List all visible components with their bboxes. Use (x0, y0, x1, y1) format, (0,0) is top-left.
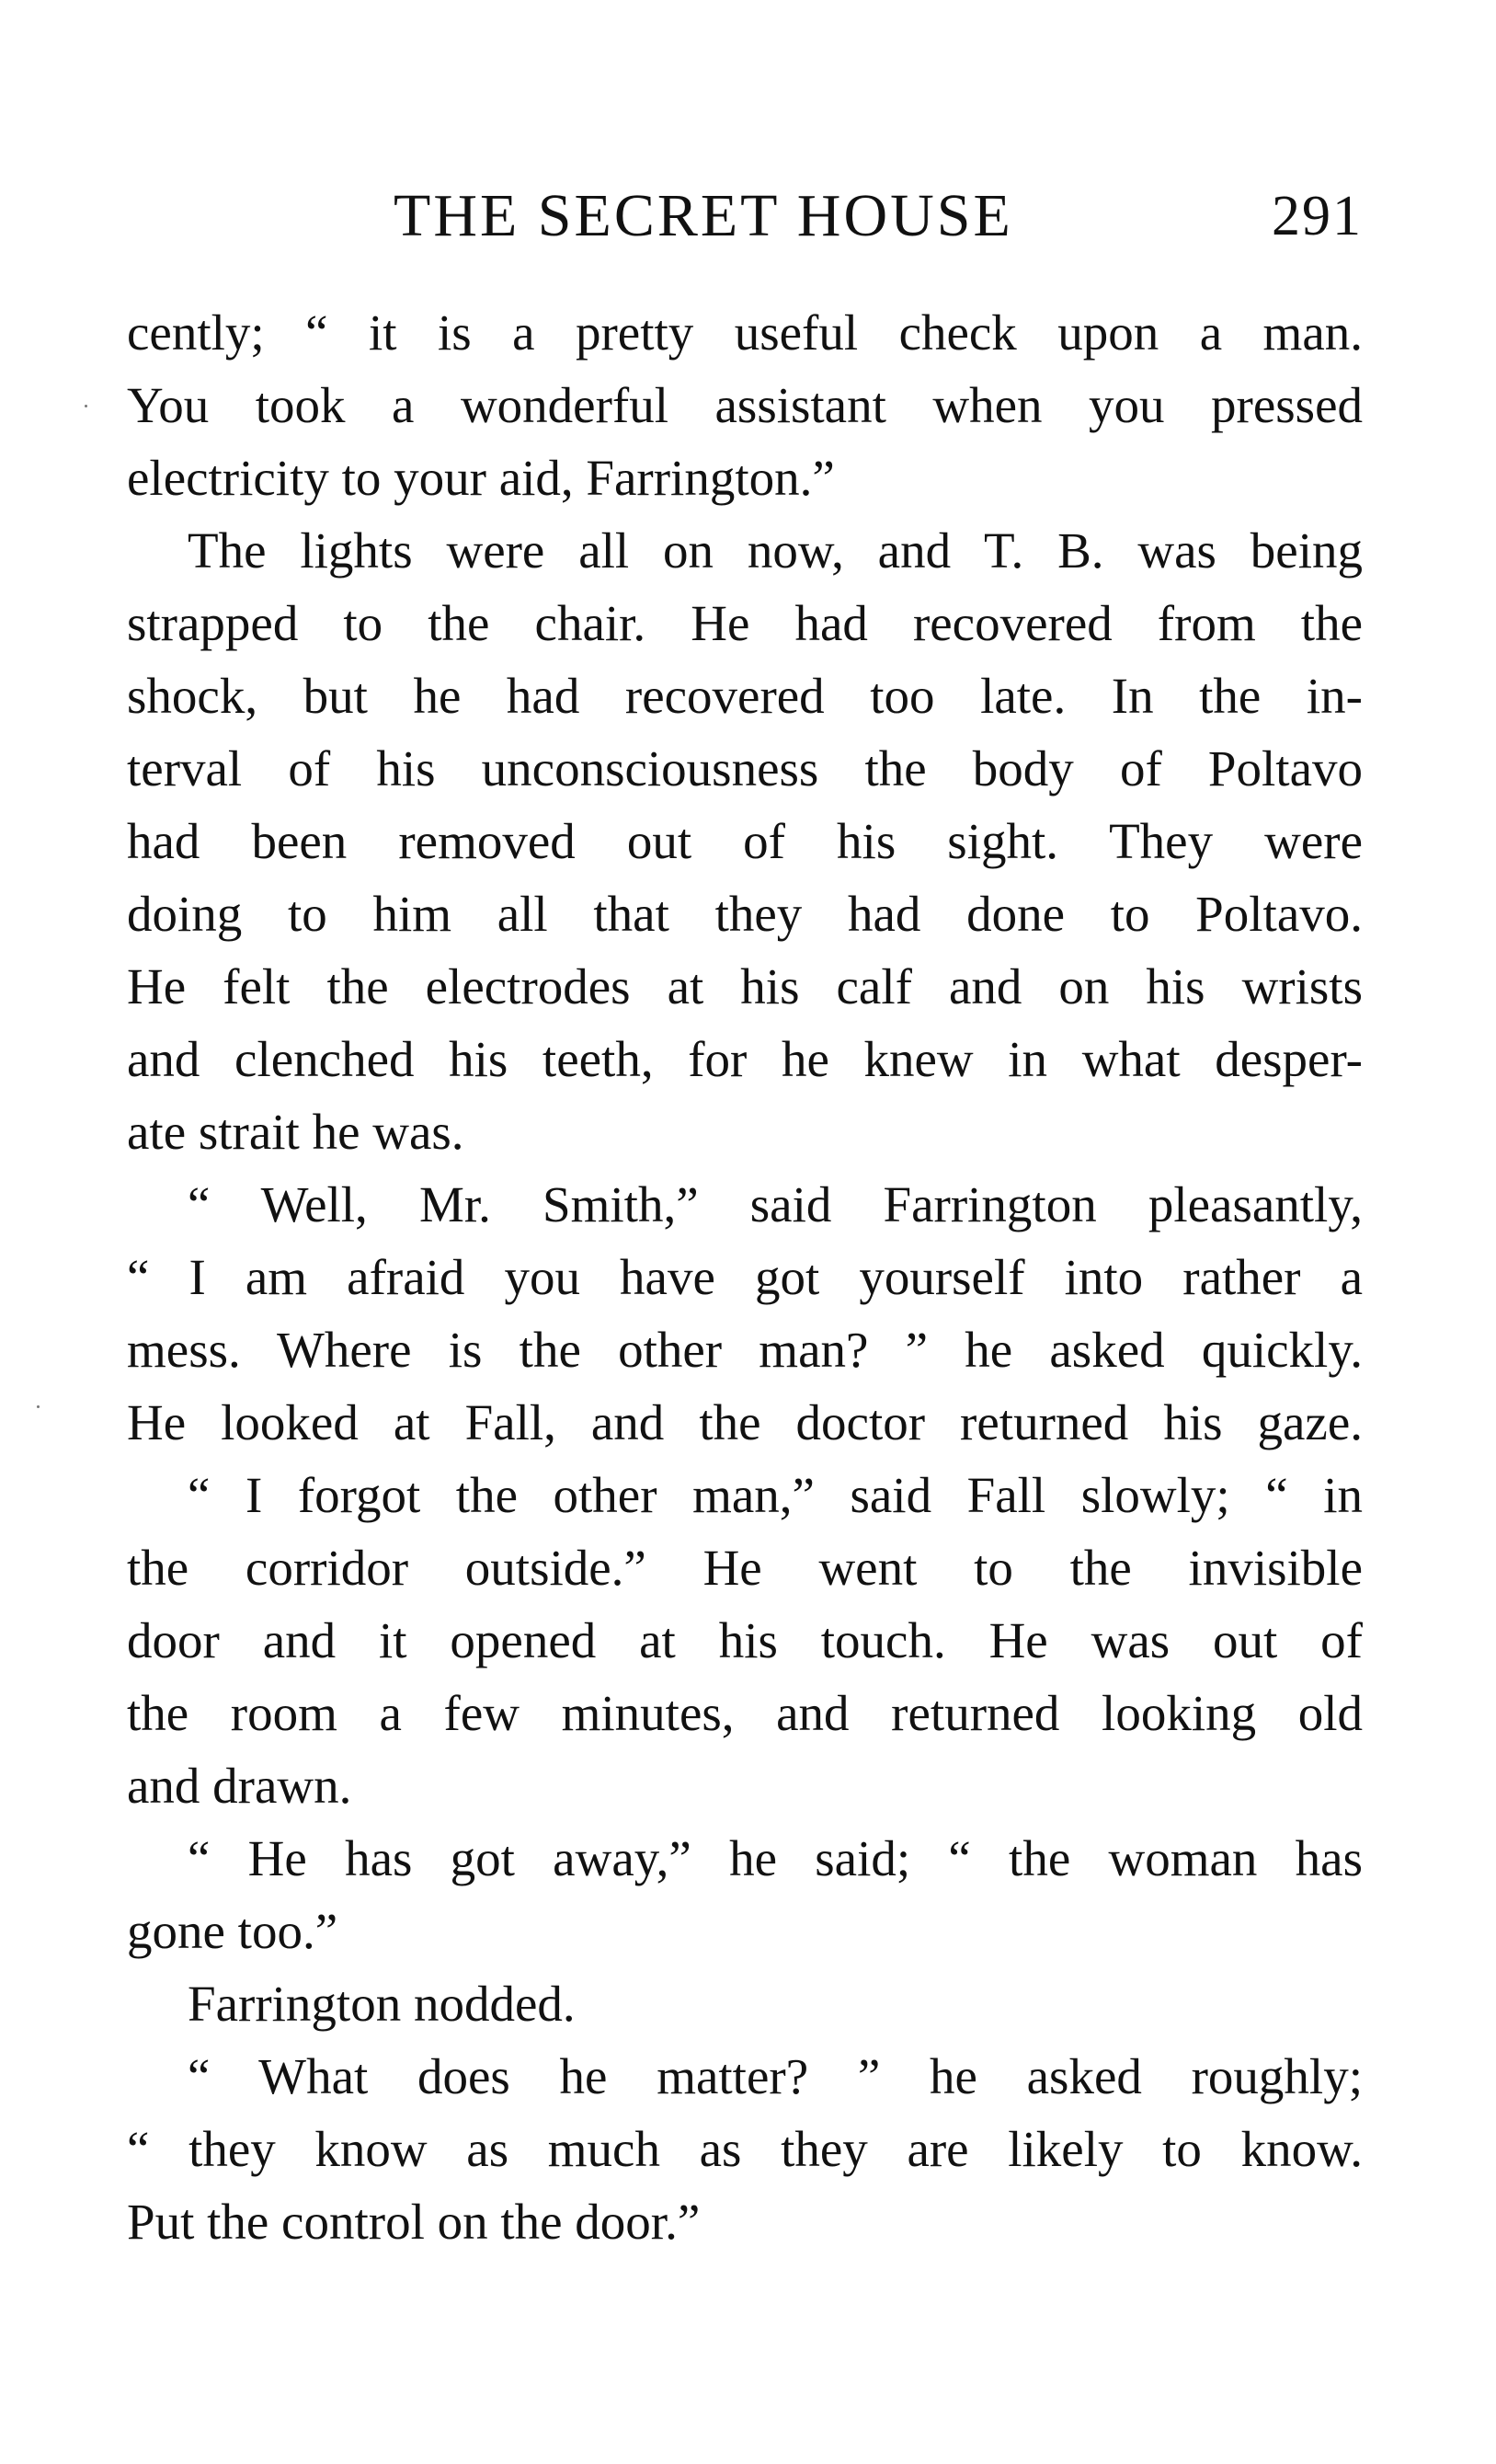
text-line: “ I am afraid you have got yourself into rather a (127, 1249, 1363, 1305)
text-line: mess. Where is the other man? ” he asked quickly. (127, 1322, 1363, 1378)
text-line: ate strait he was. (127, 1104, 464, 1160)
text-line: You took a wonderful assistant when you pressed (127, 377, 1363, 433)
running-title: THE SECRET HOUSE (394, 182, 1013, 249)
text-line: “ Well, Mr. Smith,” said Farrington pleasantly, (188, 1176, 1363, 1232)
text-line: and drawn. (127, 1758, 352, 1814)
text-line: “ I forgot the other man,” said Fall slowly; “ in (188, 1467, 1363, 1523)
text-line: strapped to the chair. He had recovered from the (127, 595, 1363, 651)
body-text (127, 296, 1363, 2258)
text-line: Farrington nodded. (188, 1976, 576, 2032)
text-line: had been removed out of his sight. They were (127, 813, 1363, 869)
text-line: “ He has got away,” he said; “ the woman has (188, 1830, 1363, 1886)
text-line: shock, but he had recovered too late. In the in- (127, 668, 1363, 724)
text-line: “ What does he matter? ” he asked roughly; (188, 2048, 1363, 2104)
text-line: and clenched his teeth, for he knew in what desper- (127, 1031, 1363, 1087)
text-line: The lights were all on now, and T. B. was being (188, 522, 1363, 579)
text-line: cently; “ it is a pretty useful check upon a man. (127, 304, 1363, 361)
text-line: Put the control on the door.” (127, 2194, 701, 2250)
text-line: electricity to your aid, Farrington.” (127, 450, 835, 506)
paper-speck (85, 405, 87, 407)
text-line: He felt the electrodes at his calf and on his wrists (127, 958, 1363, 1014)
text-line: doing to him all that they had done to Poltavo. (127, 886, 1363, 942)
text-line: gone too.” (127, 1903, 338, 1959)
text-line: the room a few minutes, and returned looking old (127, 1685, 1363, 1741)
paper-speck (37, 1405, 40, 1408)
running-head (127, 175, 1363, 258)
text-line: “ they know as much as they are likely to know. (127, 2121, 1363, 2177)
text-line: terval of his unconsciousness the body of Poltavo (127, 740, 1363, 797)
page-number: 291 (1272, 185, 1363, 247)
text-line: door and it opened at his touch. He was out of (127, 1612, 1363, 1668)
text-line: the corridor outside.” He went to the invisible (127, 1540, 1363, 1596)
text-line: He looked at Fall, and the doctor returned his gaze. (127, 1394, 1363, 1450)
